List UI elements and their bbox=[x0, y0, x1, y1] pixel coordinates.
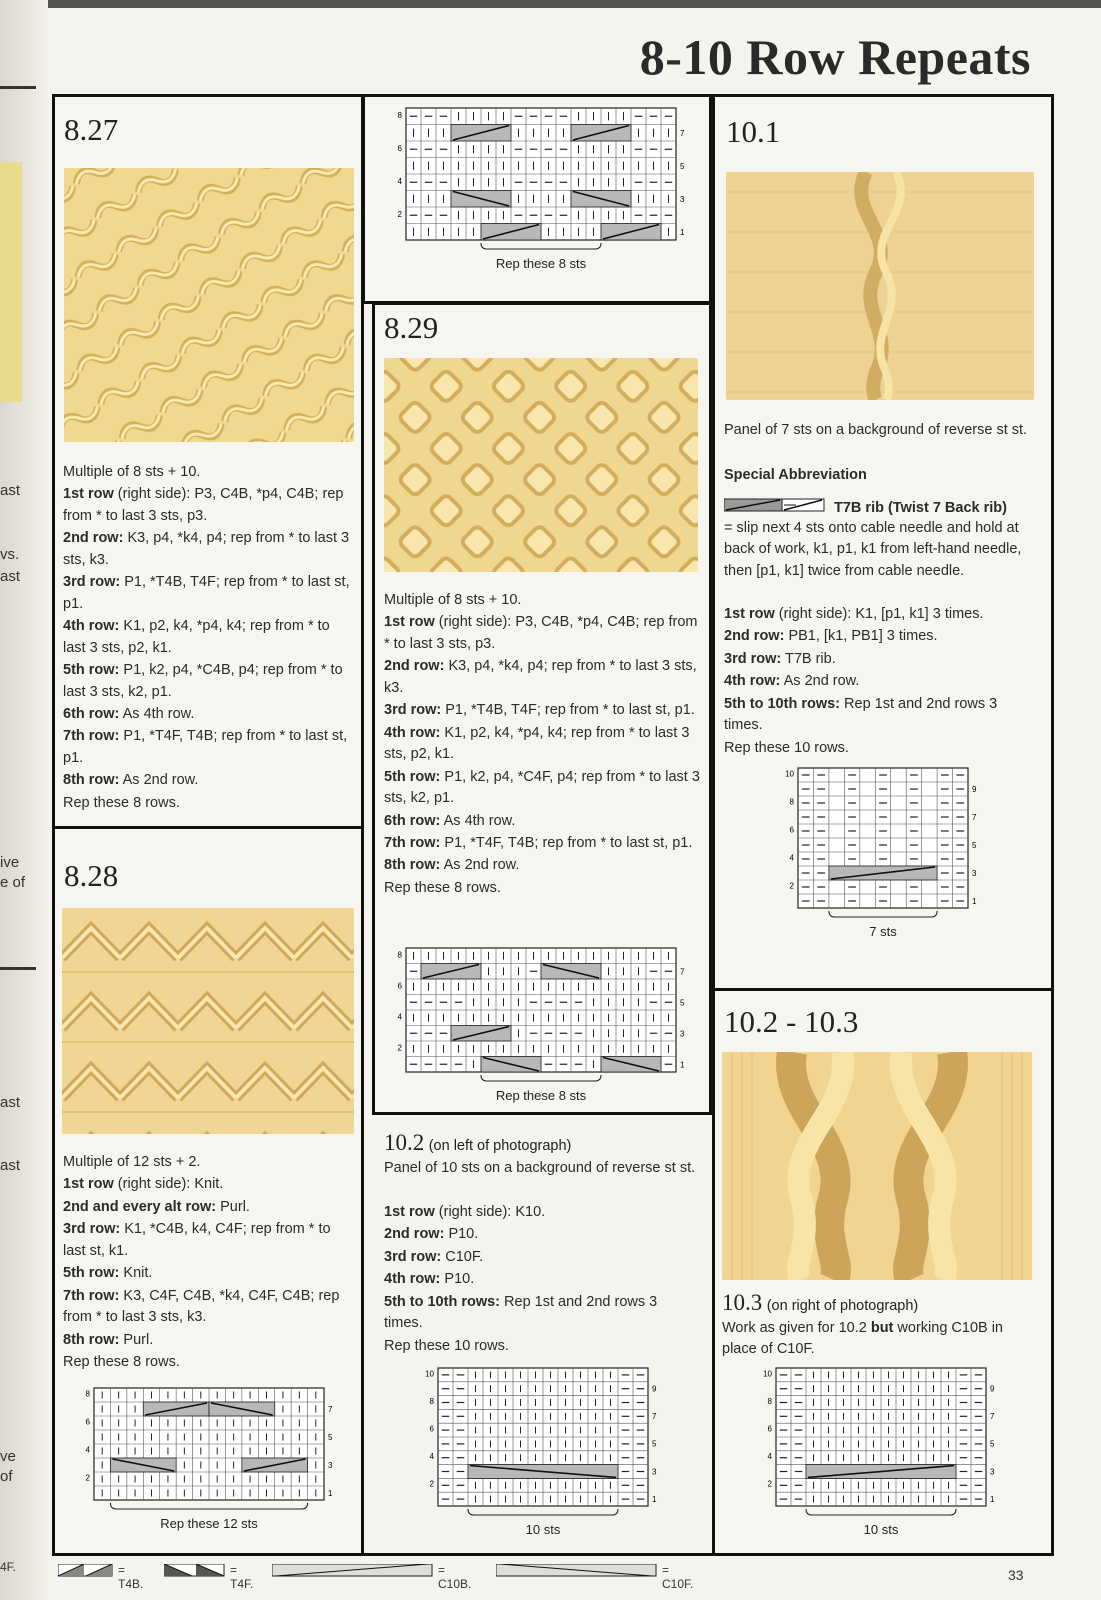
instruction-line bbox=[384, 1247, 696, 1268]
row-number: 8 bbox=[85, 1389, 90, 1399]
instructions-102 bbox=[384, 1202, 696, 1358]
row-label: 2nd row: bbox=[63, 530, 124, 547]
row-number: 5 bbox=[680, 998, 685, 1008]
chart-827-top bbox=[388, 104, 698, 274]
section-title-828: 8.28 bbox=[64, 858, 119, 893]
row-label: 1st row bbox=[63, 1176, 114, 1193]
row-text: K3, p4, *k4, p4; rep from * to last 3 sts, k3. bbox=[384, 658, 697, 696]
row-number: 5 bbox=[972, 840, 977, 850]
row-number: 4 bbox=[397, 176, 402, 186]
chart-829 bbox=[388, 944, 698, 1106]
row-text: Multiple of 8 sts + 10. bbox=[63, 464, 201, 480]
legend-c10f: = C10F. bbox=[662, 1563, 694, 1591]
instruction-line bbox=[63, 616, 355, 659]
repeat-bracket bbox=[481, 243, 601, 249]
row-text: (right side): P3, C4B, *p4, C4B; rep from * to last 3 sts, p3. bbox=[63, 486, 344, 524]
row-text: (right side): K10. bbox=[434, 1204, 546, 1220]
instructions-103 bbox=[722, 1318, 1038, 1361]
row-text: P1, k2, p4, *C4B, p4; rep from * to last 3 sts, k2, p1. bbox=[63, 662, 343, 700]
row-number: 4 bbox=[85, 1445, 90, 1455]
section-title-103: 10.3 bbox=[722, 1290, 763, 1315]
row-number: 8 bbox=[397, 950, 402, 960]
row-text: K3, p4, *k4, p4; rep from * to last 3 sts, k3. bbox=[63, 530, 350, 568]
row-text: PB1, [k1, PB1] 3 times. bbox=[784, 628, 938, 645]
divider bbox=[712, 988, 1054, 991]
t7b-symbol bbox=[724, 498, 826, 514]
row-text: P1, k2, p4, *C4F, p4; rep from * to last 3 sts, k2, p1. bbox=[384, 768, 700, 807]
c10f-symbol bbox=[496, 1564, 658, 1578]
chart-caption: Rep these 8 sts bbox=[495, 256, 587, 271]
row-number: 7 bbox=[990, 1412, 995, 1422]
edge-fragment: of bbox=[0, 1468, 13, 1485]
row-text: P1, *T4F, T4B; rep from * to last st, p1. bbox=[63, 728, 348, 766]
row-text: P1, *T4B, T4F; rep from * to last st, p1. bbox=[441, 702, 695, 719]
row-number: 6 bbox=[397, 143, 402, 153]
repeat-bracket bbox=[468, 1509, 618, 1515]
instruction-line bbox=[63, 793, 355, 814]
row-text: As 4th row. bbox=[440, 812, 516, 829]
row-number: 9 bbox=[990, 1384, 995, 1394]
row-text: Purl. bbox=[216, 1198, 250, 1215]
row-label: 6th row: bbox=[63, 705, 120, 722]
section-title-829: 8.29 bbox=[384, 310, 439, 345]
section-title-101: 10.1 bbox=[726, 114, 781, 149]
divider bbox=[52, 826, 364, 829]
row-number: 5 bbox=[652, 1439, 657, 1449]
row-text: P1, *T4B, T4F; rep from * to last st, p1. bbox=[63, 574, 350, 612]
text-103-c: working C10B in place of C10F. bbox=[722, 1320, 1003, 1358]
row-label: 2nd row: bbox=[384, 1226, 445, 1243]
row-number: 5 bbox=[328, 1432, 333, 1442]
row-text: Rep these 8 rows. bbox=[63, 1354, 180, 1371]
chart-caption: 10 sts bbox=[863, 1522, 899, 1537]
row-number: 7 bbox=[680, 967, 685, 977]
instruction-line bbox=[384, 1292, 696, 1335]
row-label: 4th row: bbox=[384, 724, 441, 741]
row-number: 8 bbox=[429, 1396, 434, 1406]
row-text: Rep these 10 rows. bbox=[384, 1337, 509, 1354]
instruction-line bbox=[63, 1219, 355, 1262]
row-label: 2nd row: bbox=[724, 628, 785, 645]
instruction-line bbox=[384, 833, 700, 854]
divider bbox=[362, 1553, 1054, 1556]
row-text: T7B rib. bbox=[781, 650, 836, 667]
row-text: Multiple of 12 sts + 2. bbox=[63, 1154, 201, 1170]
row-label: 5th row: bbox=[384, 768, 441, 785]
row-label: 6th row: bbox=[384, 812, 441, 829]
row-number: 4 bbox=[767, 1452, 772, 1462]
instruction-line bbox=[384, 1202, 696, 1223]
facing-page-swatch bbox=[0, 162, 22, 402]
chart-caption: 10 sts bbox=[525, 1522, 561, 1537]
section-102-header bbox=[384, 1130, 704, 1156]
row-number: 1 bbox=[972, 896, 977, 906]
chart-103 bbox=[758, 1364, 1008, 1540]
instruction-line bbox=[63, 770, 355, 791]
row-number: 3 bbox=[972, 868, 977, 878]
special-abbreviation-heading: Special Abbreviation bbox=[724, 467, 867, 483]
instructions-827 bbox=[63, 462, 355, 815]
row-number: 6 bbox=[789, 825, 794, 835]
row-number: 2 bbox=[767, 1479, 772, 1489]
row-label: 3rd row: bbox=[384, 1248, 442, 1265]
instruction-line bbox=[63, 1352, 355, 1373]
instruction-line bbox=[384, 656, 700, 699]
instructions-828 bbox=[63, 1152, 355, 1375]
edge-fragment: ast bbox=[0, 482, 21, 499]
instruction-line bbox=[63, 1152, 355, 1173]
instruction-line bbox=[63, 1174, 355, 1195]
row-number: 7 bbox=[328, 1404, 333, 1414]
swatch-photo-101 bbox=[726, 172, 1034, 400]
row-label: 1st row bbox=[724, 606, 775, 622]
row-number: 6 bbox=[767, 1424, 772, 1434]
edge-fragment: 4F. bbox=[0, 1560, 17, 1574]
section-subtitle-103: (on right of photograph) bbox=[766, 1298, 919, 1314]
chart-827 bbox=[76, 1384, 346, 1534]
top-bar bbox=[0, 0, 1101, 8]
instruction-line bbox=[724, 738, 1036, 759]
instruction-line bbox=[724, 671, 1036, 692]
row-number: 8 bbox=[789, 797, 794, 807]
t4b-symbol bbox=[58, 1564, 114, 1578]
instruction-line bbox=[724, 626, 1036, 647]
intro-102: Panel of 10 sts on a background of reverse st st. bbox=[384, 1160, 696, 1176]
page-number: 33 bbox=[1008, 1567, 1024, 1583]
instruction-line bbox=[384, 811, 700, 832]
text-103-a: Work as given for 10.2 bbox=[722, 1320, 871, 1336]
repeat-bracket bbox=[806, 1509, 956, 1515]
row-number: 2 bbox=[429, 1479, 434, 1489]
row-number: 7 bbox=[652, 1412, 657, 1422]
row-label: 8th row: bbox=[384, 857, 441, 874]
row-label: 5th to 10th rows: bbox=[724, 695, 841, 712]
legend-c10b: = C10B. bbox=[438, 1563, 472, 1591]
row-number: 8 bbox=[767, 1396, 772, 1406]
section-title-1023: 10.2 - 10.3 bbox=[724, 1004, 859, 1039]
t4f-symbol bbox=[164, 1564, 226, 1578]
row-number: 5 bbox=[990, 1439, 995, 1449]
chart-caption: Rep these 12 sts bbox=[160, 1516, 258, 1531]
page-title: 8-10 Row Repeats bbox=[639, 29, 1031, 85]
row-label: 3rd row: bbox=[724, 650, 782, 667]
row-number: 4 bbox=[789, 853, 794, 863]
abbr-definition: = slip next 4 sts onto cable needle and hold at back of work, k1, p1, k1 from left-hand needle, then [p1, k1] twice from cable needle. bbox=[724, 520, 1022, 579]
instruction-line bbox=[63, 462, 355, 483]
instruction-line bbox=[724, 604, 1036, 625]
row-text: Multiple of 8 sts + 10. bbox=[384, 592, 522, 608]
c10b-symbol bbox=[272, 1564, 434, 1578]
instruction-line bbox=[384, 1224, 696, 1245]
edge-fragment: vs. bbox=[0, 546, 20, 563]
row-text: P1, *T4F, T4B; rep from * to last st, p1. bbox=[440, 834, 693, 851]
row-label: 1st row bbox=[384, 614, 435, 631]
instruction-line bbox=[384, 612, 700, 655]
row-text: Purl. bbox=[119, 1331, 154, 1348]
row-number: 4 bbox=[397, 1012, 402, 1022]
row-text: Rep 1st and 2nd rows 3 times. bbox=[724, 695, 998, 734]
row-number: 7 bbox=[680, 129, 685, 139]
row-number: 9 bbox=[652, 1384, 657, 1394]
row-text: K1, p2, k4, *p4, k4; rep from * to last 3 sts, p2, k1. bbox=[63, 618, 330, 656]
row-text: C10F. bbox=[441, 1248, 484, 1265]
instruction-line bbox=[63, 726, 355, 769]
row-number: 2 bbox=[397, 1043, 402, 1053]
row-number: 5 bbox=[680, 162, 685, 172]
edge-fragment: ast bbox=[0, 1094, 21, 1111]
chart-caption: 7 sts bbox=[869, 924, 897, 939]
row-text: K1, *C4B, k4, C4F; rep from * to last st, k1. bbox=[63, 1221, 331, 1259]
row-text: As 2nd row. bbox=[440, 857, 520, 874]
instruction-line bbox=[384, 700, 700, 721]
swatch-photo-1023 bbox=[722, 1052, 1032, 1280]
row-number: 3 bbox=[990, 1467, 995, 1477]
row-text: (right side): Knit. bbox=[113, 1176, 224, 1193]
row-text: P10. bbox=[440, 1271, 475, 1288]
chart-caption: Rep these 8 sts bbox=[495, 1088, 587, 1103]
legend-t4b: = T4B. bbox=[118, 1563, 144, 1591]
row-text: (right side): K1, [p1, k1] 3 times. bbox=[774, 606, 984, 622]
section-title-827: 8.27 bbox=[64, 112, 119, 147]
row-text: Rep 1st and 2nd rows 3 times. bbox=[384, 1293, 658, 1332]
row-text: K3, C4F, C4B, *k4, C4F, C4B; rep from * to last 3 sts, k3. bbox=[63, 1287, 340, 1326]
section-subtitle-102: (on left of photograph) bbox=[428, 1138, 572, 1154]
instruction-line bbox=[63, 1197, 355, 1218]
section-103-header bbox=[722, 1290, 1042, 1316]
row-number: 6 bbox=[429, 1424, 434, 1434]
row-text: Knit. bbox=[119, 1265, 153, 1282]
row-number: 3 bbox=[652, 1467, 657, 1477]
row-text: P10. bbox=[444, 1226, 479, 1243]
row-label: 1st row bbox=[63, 486, 114, 503]
chart-102 bbox=[420, 1364, 670, 1540]
instruction-line bbox=[384, 1269, 696, 1290]
instruction-line bbox=[63, 572, 355, 615]
row-number: 1 bbox=[328, 1488, 333, 1498]
edge-fragment: e of bbox=[0, 874, 26, 891]
swatch-photo-827 bbox=[64, 168, 354, 442]
row-number: 1 bbox=[680, 1060, 685, 1070]
text-103-b: but bbox=[870, 1320, 894, 1336]
abbr-name: T7B rib (Twist 7 Back rib) bbox=[834, 500, 1007, 516]
section-title-102: 10.2 bbox=[384, 1130, 425, 1155]
row-label: 3rd row: bbox=[63, 574, 121, 591]
row-number: 2 bbox=[397, 209, 402, 219]
row-number: 2 bbox=[789, 881, 794, 891]
row-number: 3 bbox=[680, 1029, 685, 1039]
instruction-line bbox=[384, 855, 700, 876]
instruction-line bbox=[63, 704, 355, 725]
row-text: Rep these 10 rows. bbox=[724, 739, 849, 756]
row-number: 7 bbox=[972, 812, 977, 822]
chart-101 bbox=[780, 764, 990, 942]
row-label: 5th row: bbox=[63, 1265, 120, 1282]
row-number: 4 bbox=[429, 1452, 434, 1462]
row-label: 3rd row: bbox=[384, 702, 442, 719]
row-number: 3 bbox=[328, 1460, 333, 1470]
row-label: 5th to 10th rows: bbox=[384, 1293, 501, 1310]
row-label: 4th row: bbox=[63, 618, 120, 635]
intro-101: Panel of 7 sts on a background of reverse st st. bbox=[724, 422, 1028, 438]
row-label: 7th row: bbox=[384, 834, 441, 851]
repeat-bracket bbox=[481, 1075, 601, 1081]
instruction-line bbox=[384, 1336, 696, 1357]
row-label: 2nd row: bbox=[384, 658, 445, 675]
row-label: 3rd row: bbox=[63, 1221, 121, 1238]
edge-fragment: ast bbox=[0, 568, 21, 585]
instruction-line bbox=[63, 1286, 355, 1329]
row-label: 4th row: bbox=[384, 1271, 441, 1288]
instruction-line bbox=[63, 484, 355, 527]
instruction-line bbox=[724, 694, 1036, 737]
divider bbox=[362, 1113, 364, 1556]
row-label: 7th row: bbox=[63, 728, 120, 745]
row-number: 9 bbox=[972, 784, 977, 794]
row-number: 3 bbox=[680, 195, 685, 205]
row-number: 1 bbox=[990, 1494, 995, 1504]
row-text: K1, p2, k4, *p4, k4; rep from * to last 3 sts, p2, k1. bbox=[384, 724, 690, 763]
swatch-photo-828 bbox=[62, 908, 354, 1134]
row-label: 5th row: bbox=[63, 662, 120, 679]
row-text: As 2nd row. bbox=[119, 772, 199, 789]
instruction-line bbox=[63, 1263, 355, 1284]
instructions-101 bbox=[724, 604, 1036, 760]
instruction-line bbox=[384, 767, 700, 810]
repeat-bracket bbox=[829, 911, 937, 917]
row-number: 10 bbox=[785, 769, 794, 779]
instruction-line bbox=[63, 528, 355, 571]
instruction-line bbox=[63, 1330, 355, 1351]
instruction-line bbox=[724, 649, 1036, 670]
row-number: 6 bbox=[85, 1417, 90, 1427]
row-label: 2nd and every alt row: bbox=[63, 1198, 217, 1215]
facing-page-rule bbox=[0, 86, 36, 89]
row-number: 8 bbox=[397, 110, 402, 120]
edge-fragment: ive bbox=[0, 854, 20, 871]
row-text: Rep these 8 rows. bbox=[63, 794, 180, 811]
row-number: 10 bbox=[425, 1369, 434, 1379]
row-number: 1 bbox=[680, 228, 685, 238]
instruction-line bbox=[63, 660, 355, 703]
legend-t4f: = T4F. bbox=[230, 1563, 254, 1591]
row-label: 1st row bbox=[384, 1204, 435, 1220]
row-number: 2 bbox=[85, 1473, 90, 1483]
facing-page-rule bbox=[0, 967, 36, 970]
swatch-photo-829 bbox=[384, 358, 698, 572]
instructions-829 bbox=[384, 590, 700, 900]
edge-fragment: ve bbox=[0, 1448, 16, 1465]
instruction-line bbox=[384, 590, 700, 611]
row-text: As 4th row. bbox=[119, 705, 195, 722]
instruction-line bbox=[384, 878, 700, 899]
instruction-line bbox=[384, 723, 700, 766]
row-text: (right side): P3, C4B, *p4, C4B; rep from * to last 3 sts, p3. bbox=[384, 614, 698, 652]
row-number: 1 bbox=[652, 1494, 657, 1504]
row-label: 4th row: bbox=[724, 673, 781, 690]
row-text: Rep these 8 rows. bbox=[384, 879, 501, 896]
row-number: 10 bbox=[763, 1369, 772, 1379]
row-label: 8th row: bbox=[63, 772, 120, 789]
edge-fragment: ast bbox=[0, 1157, 21, 1174]
row-text: As 2nd row. bbox=[780, 673, 860, 690]
row-label: 8th row: bbox=[63, 1331, 120, 1348]
row-number: 6 bbox=[397, 981, 402, 991]
row-label: 7th row: bbox=[63, 1287, 120, 1304]
repeat-bracket bbox=[110, 1503, 307, 1509]
